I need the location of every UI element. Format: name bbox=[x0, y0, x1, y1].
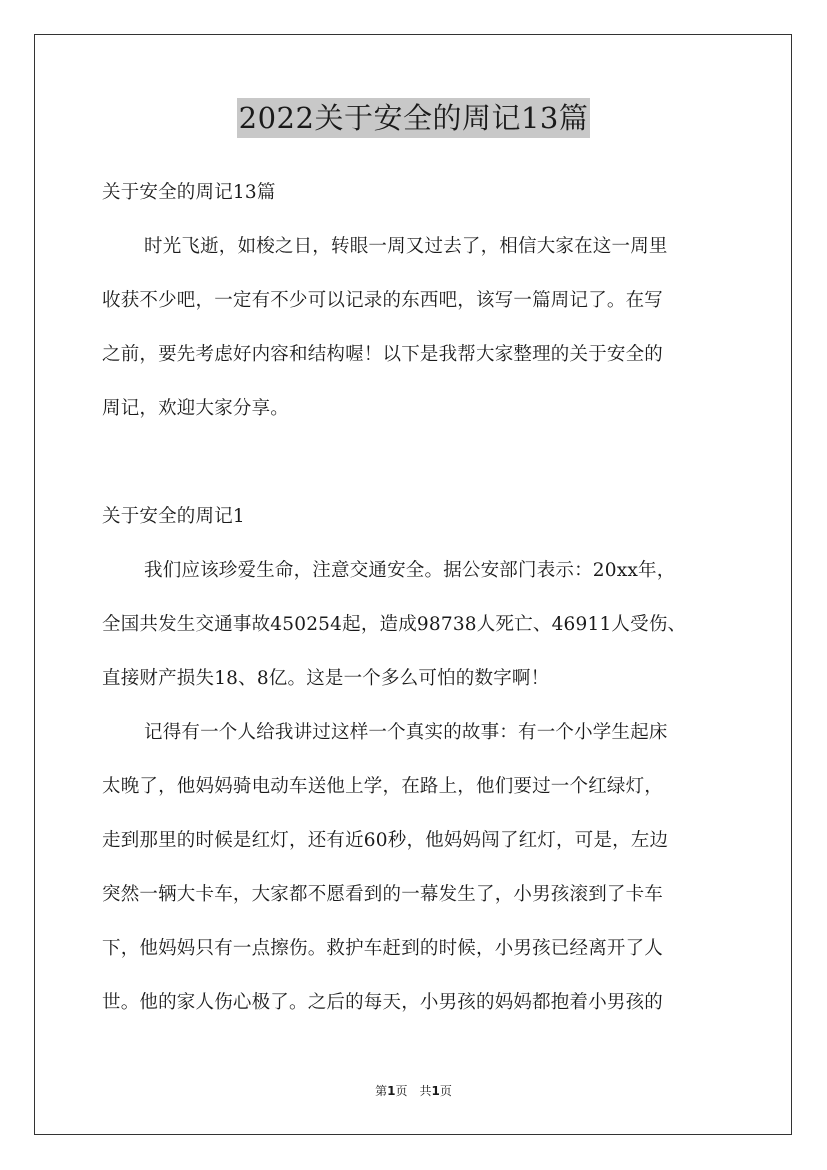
text-line: 周记，欢迎大家分享。 bbox=[102, 398, 290, 419]
document-body bbox=[102, 166, 742, 1030]
section-heading: 关于安全的周记1 bbox=[102, 506, 245, 527]
text-line: 世。他的家人伤心极了。之后的每天，小男孩的妈妈都抱着小男孩的 bbox=[102, 992, 664, 1013]
page-total: 1 bbox=[431, 1084, 440, 1098]
text-line: 突然一辆大卡车，大家都不愿看到的一幕发生了，小男孩滚到了卡车 bbox=[102, 884, 664, 905]
page-suffix: 页 bbox=[439, 1084, 452, 1098]
document-title: 2022关于安全的周记13篇 bbox=[237, 98, 591, 138]
paragraph-2 bbox=[102, 706, 742, 1030]
paragraph-spacer bbox=[102, 436, 742, 490]
document-subtitle: 关于安全的周记13篇 bbox=[102, 182, 276, 203]
text-line: 收获不少吧，一定有不少可以记录的东西吧，该写一篇周记了。在写 bbox=[102, 290, 664, 311]
text-line: 全国共发生交通事故450254起，造成98738人死亡、46911人受伤、 bbox=[102, 614, 687, 635]
text-line: 走到那里的时候是红灯，还有近60秒，他妈妈闯了红灯，可是，左边 bbox=[102, 830, 669, 851]
text-line: 之前，要先考虑好内容和结构喔！以下是我帮大家整理的关于安全的 bbox=[102, 344, 664, 365]
text-line: 时光飞逝，如梭之日，转眼一周又过去了，相信大家在这一周里 bbox=[144, 236, 668, 257]
page-prefix: 第 bbox=[375, 1084, 388, 1098]
text-line: 太晚了，他妈妈骑电动车送他上学，在路上，他们要过一个红绿灯， bbox=[102, 776, 664, 797]
text-line: 下，他妈妈只有一点擦伤。救护车赶到的时候，小男孩已经离开了人 bbox=[102, 938, 664, 959]
title-wrapper bbox=[0, 98, 827, 138]
intro-paragraph bbox=[102, 220, 742, 436]
page-mid: 页 共 bbox=[395, 1084, 432, 1098]
paragraph-1 bbox=[102, 544, 742, 706]
text-line: 我们应该珍爱生命，注意交通安全。据公安部门表示：20xx年， bbox=[144, 560, 676, 581]
page-current: 1 bbox=[387, 1084, 396, 1098]
page-footer bbox=[0, 1082, 827, 1099]
text-line: 直接财产损失18、8亿。这是一个多么可怕的数字啊！ bbox=[102, 668, 550, 689]
text-line: 记得有一个人给我讲过这样一个真实的故事：有一个小学生起床 bbox=[144, 722, 668, 743]
